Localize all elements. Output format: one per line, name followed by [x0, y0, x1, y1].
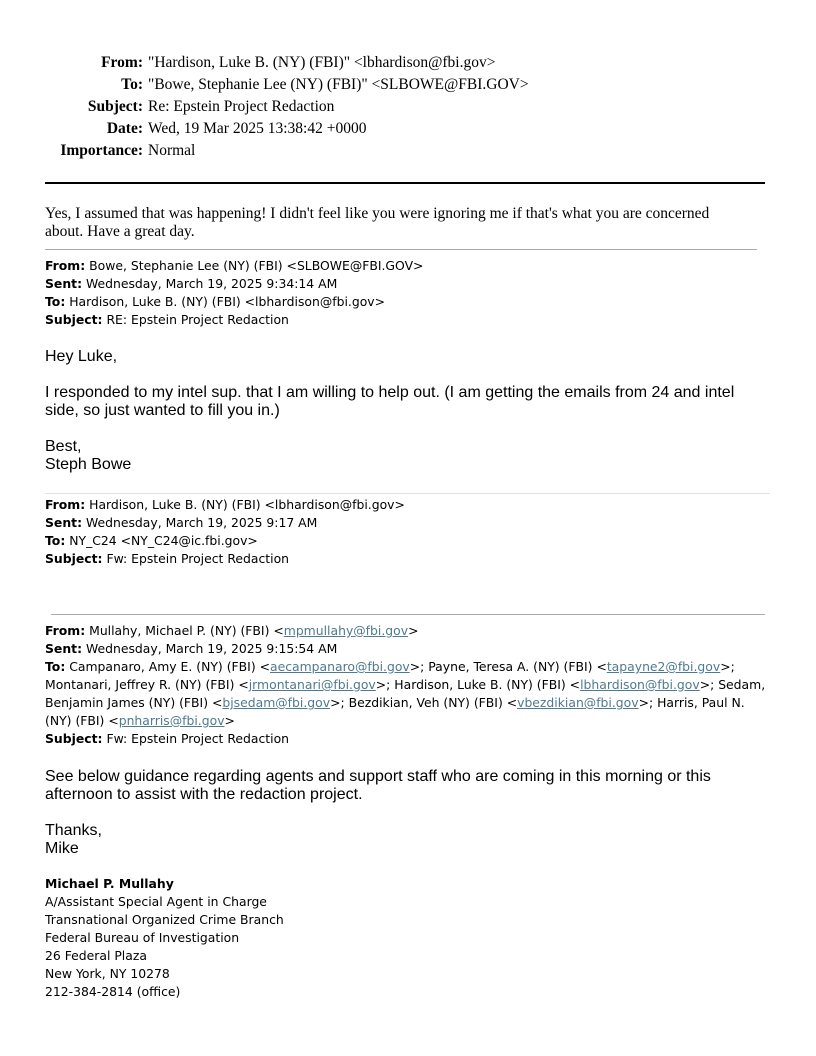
message2-from-label: From: [45, 497, 86, 512]
message2-to-row [45, 532, 770, 550]
message3-from-name: Mullahy, Michael P. (NY) (FBI) < [89, 623, 284, 638]
recipient-4-email-link[interactable]: bjsedam@fbi.gov [222, 695, 331, 710]
message1-text: I responded to my intel sup. that I am willing to help out. (I am getting the emails from 24 and intel side, so just wanted to fill you in.) [45, 384, 735, 419]
message1-sent-row [45, 275, 770, 293]
recipient-1-name: Payne, Teresa A. (NY) (FBI) < [428, 659, 607, 674]
message1-from-row [45, 257, 770, 275]
header-importance-row [45, 140, 765, 162]
message3-text: See below guidance regarding agents and support staff who are coming in this morning or this afternoon to assist with the redaction project. [45, 768, 711, 803]
message1-greeting: Hey Luke, [45, 348, 118, 365]
message1-from: Bowe, Stephanie Lee (NY) (FBI) <SLBOWE@FBI.GOV> [89, 258, 424, 273]
message1-signoff: Steph Bowe [45, 456, 132, 473]
header-subject-row [45, 96, 765, 118]
message3-subject: Fw: Epstein Project Redaction [106, 731, 290, 746]
recipient-6-email-link[interactable]: pnharris@fbi.gov [118, 713, 225, 728]
message3-to-label: To: [45, 659, 66, 674]
recipient-4-sep: >; [330, 695, 349, 710]
message1-to-row [45, 293, 770, 311]
signature-block [45, 875, 284, 1001]
message3-subject-label: Subject: [45, 731, 103, 746]
message1-header [45, 257, 770, 329]
message2-sent-row [45, 514, 770, 532]
signature-agency: Federal Bureau of Investigation [45, 930, 240, 945]
recipient-3-sep: >; [699, 677, 719, 692]
recipient-6-name: Harris, Paul N. (NY) (FBI) < [45, 695, 745, 728]
message2-sent-label: Sent: [45, 515, 83, 530]
message1-subject-row [45, 311, 770, 329]
signature-name: Michael P. Mullahy [45, 876, 174, 891]
message3-subject-row [45, 730, 770, 748]
message1-sent: Wednesday, March 19, 2025 9:34:14 AM [85, 276, 338, 291]
signature-branch: Transnational Organized Crime Branch [45, 912, 284, 927]
recipient-0-name: Campanaro, Amy E. (NY) (FBI) < [69, 659, 270, 674]
recipient-5-email-link[interactable]: vbezdikian@fbi.gov [517, 695, 639, 710]
recipient-5-sep: >; [638, 695, 658, 710]
header-date-label: Date: [106, 120, 143, 137]
message2-subject: Fw: Epstein Project Redaction [106, 551, 290, 566]
message2-subject-label: Subject: [45, 551, 103, 566]
header-divider [45, 182, 765, 184]
message2-sent: Wednesday, March 19, 2025 9:17 AM [85, 515, 318, 530]
divider-message3 [51, 614, 765, 615]
recipient-0-email-link[interactable]: aecampanaro@fbi.gov [269, 659, 410, 674]
email-header [45, 52, 765, 162]
message1-sent-label: Sent: [45, 276, 83, 291]
message3-sent-label: Sent: [45, 641, 83, 656]
message3-body [45, 768, 755, 858]
recipient-2-name: Montanari, Jeffrey R. (NY) (FBI) < [45, 677, 249, 692]
message2-from-row [45, 496, 770, 514]
message1-to-label: To: [45, 294, 66, 309]
message3-to-row [45, 658, 770, 730]
header-from-row [45, 52, 765, 74]
header-subject-value: Re: Epstein Project Redaction [148, 98, 335, 115]
recipient-5-name: Bezdikian, Veh (NY) (FBI) < [348, 695, 518, 710]
header-subject-label: Subject: [87, 98, 143, 115]
recipient-2-email-link[interactable]: jrmontanari@fbi.gov [248, 677, 376, 692]
message3-signoff: Mike [45, 840, 79, 857]
message3-header [45, 622, 770, 748]
message1-from-label: From: [45, 258, 86, 273]
recipient-3-email-link[interactable]: lbhardison@fbi.gov [580, 677, 700, 692]
message3-from-end: > [408, 623, 419, 638]
recipient-6-sep: > [224, 713, 235, 728]
recipient-4-name: Sedam, Benjamin James (NY) (FBI) < [45, 677, 766, 710]
recipient-1-sep: >; [720, 659, 735, 674]
message1-to: Hardison, Luke B. (NY) (FBI) <lbhardison@fbi.gov> [69, 294, 386, 309]
signature-phone: 212-384-2814 (office) [45, 984, 181, 999]
message1-body [45, 348, 755, 474]
message2-from: Hardison, Luke B. (NY) (FBI) <lbhardison@fbi.gov> [89, 497, 405, 512]
header-to-row [45, 74, 765, 96]
header-date-row [45, 118, 765, 140]
divider-message1 [45, 249, 757, 250]
message3-from-label: From: [45, 623, 86, 638]
signature-address1: 26 Federal Plaza [45, 948, 147, 963]
message3-from-email-link[interactable]: mpmullahy@fbi.gov [283, 623, 409, 638]
recipient-3-name: Hardison, Luke B. (NY) (FBI) < [394, 677, 581, 692]
message3-closing: Thanks, [45, 822, 102, 839]
message1-subject: RE: Epstein Project Redaction [106, 312, 289, 327]
message3-from-row [45, 622, 770, 640]
message2-to-label: To: [45, 533, 66, 548]
message1-closing: Best, [45, 438, 82, 455]
signature-address2: New York, NY 10278 [45, 966, 170, 981]
message2-subject-row [45, 550, 770, 568]
header-to-label: To: [121, 76, 143, 93]
divider-message2 [45, 493, 770, 494]
reply-body: Yes, I assumed that was happening! I didn't feel like you were ignoring me if that's what you are concerned about. Have a great day. [45, 205, 710, 240]
recipient-1-email-link[interactable]: tapayne2@fbi.gov [606, 659, 721, 674]
message1-subject-label: Subject: [45, 312, 103, 327]
message3-sent-row [45, 640, 770, 658]
signature-title: A/Assistant Special Agent in Charge [45, 894, 267, 909]
header-date-value: Wed, 19 Mar 2025 13:38:42 +0000 [148, 120, 367, 137]
header-importance-value: Normal [148, 142, 196, 159]
message3-sent: Wednesday, March 19, 2025 9:15:54 AM [85, 641, 338, 656]
header-from-value: "Hardison, Luke B. (NY) (FBI)" <lbhardison@fbi.gov> [148, 54, 496, 71]
header-to-value: "Bowe, Stephanie Lee (NY) (FBI)" <SLBOWE@FBI.GOV> [148, 76, 529, 93]
message2-to: NY_C24 <NY_C24@ic.fbi.gov> [69, 533, 258, 548]
header-from-label: From: [101, 54, 143, 71]
recipient-2-sep: >; [375, 677, 395, 692]
recipient-0-sep: >; [409, 659, 429, 674]
header-importance-label: Importance: [60, 142, 143, 159]
message2-header [45, 496, 770, 568]
